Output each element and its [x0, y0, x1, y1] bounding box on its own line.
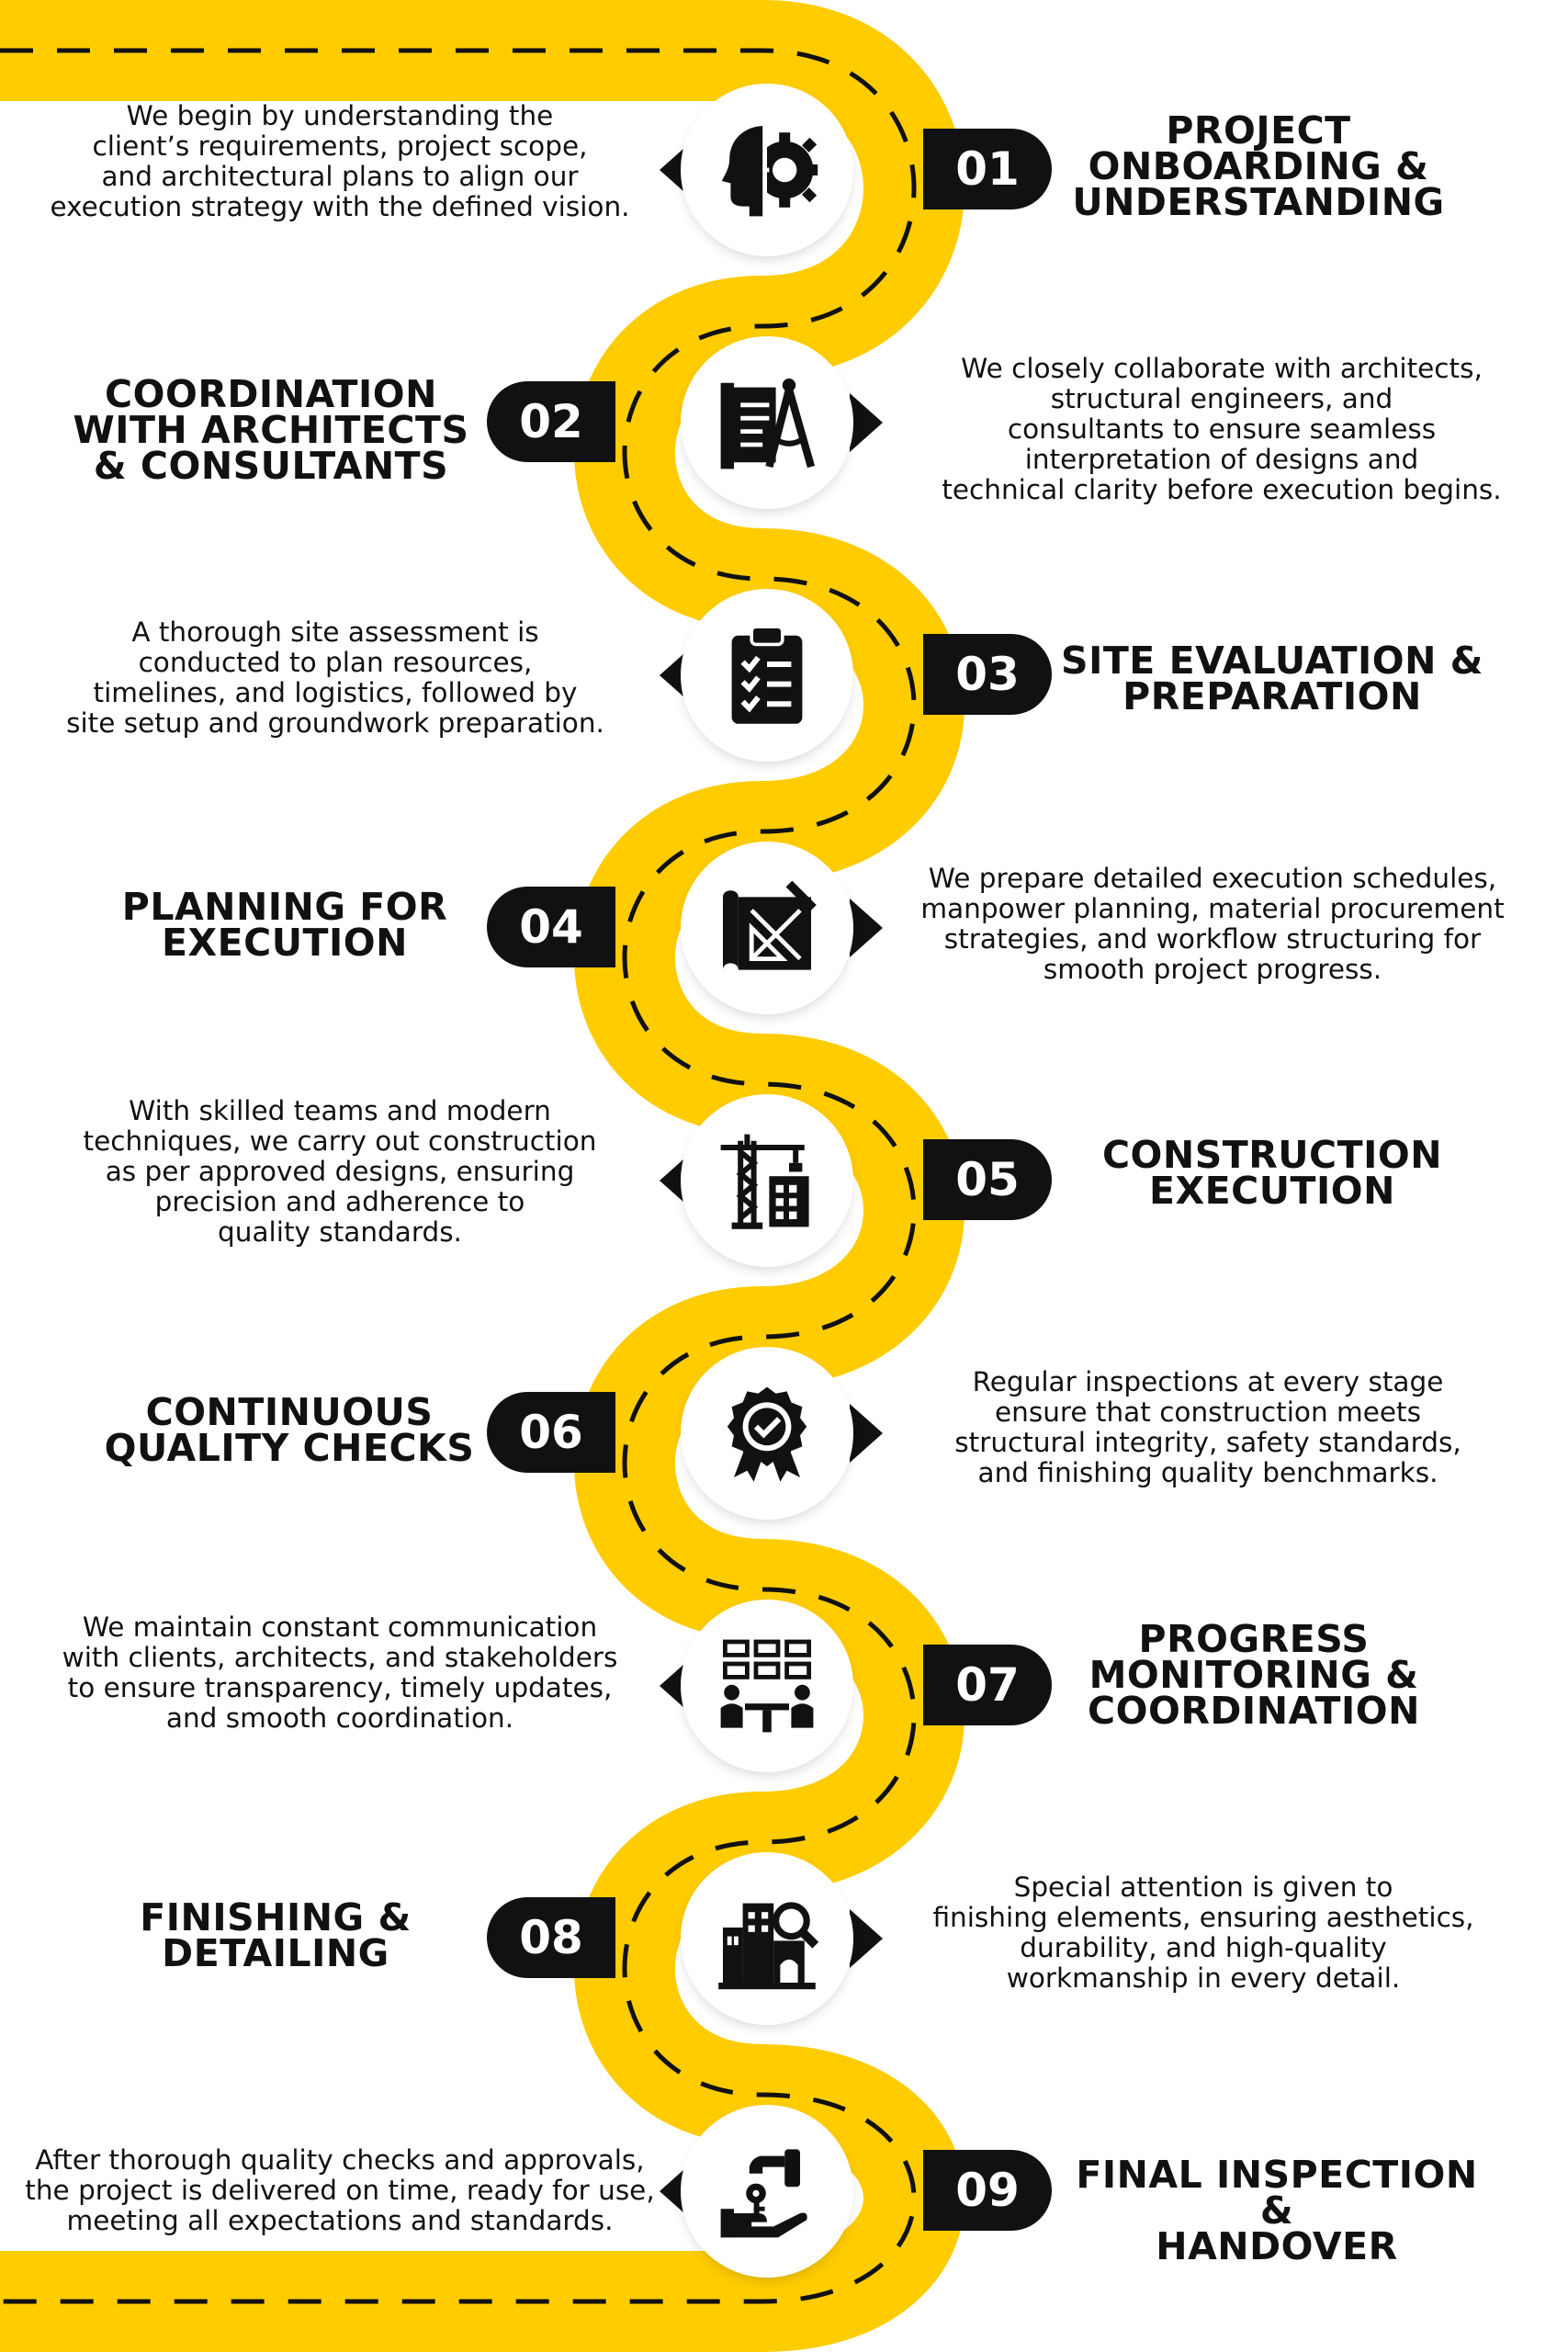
step-icon-circle [684, 845, 850, 1011]
step-title: FINISHING & DETAILING [140, 1895, 412, 1975]
step-title: COORDINATION WITH ARCHITECTS & CONSULTANTS [73, 372, 469, 488]
step-title: PROJECT ONBOARDING & UNDERSTANDING [1072, 108, 1445, 224]
step-description: With skilled teams and modern techniques, we carry out construction as per approved designs, ensuring precision and adherence to quality standards. [83, 1095, 597, 1248]
step-number: 03 [923, 634, 1052, 715]
step-icon-circle [684, 1856, 850, 2021]
pointer-right [850, 1909, 883, 1968]
crane-building-icon [712, 1125, 822, 1236]
step-description: We begin by understanding the client’s requirements, project scope, and architectural plans to align our execution strategy with the defined vision. [50, 100, 630, 222]
step-icon-circle [684, 1603, 850, 1769]
step-title: PLANNING FOR EXECUTION [121, 885, 448, 965]
step-title: CONTINUOUS QUALITY CHECKS [104, 1390, 475, 1470]
step-description: We prepare detailed execution schedules, manpower planning, material procurement strategies, and workflow structuring for smooth project progress. [920, 863, 1505, 985]
step-icon-circle [684, 2109, 850, 2274]
pointer-right [850, 1404, 883, 1463]
step-number: 06 [487, 1392, 615, 1473]
step-title: CONSTRUCTION EXECUTION [1101, 1133, 1443, 1213]
step-description: After thorough quality checks and approvals, the project is delivered on time, ready for use, meeting all expectations and standards. [25, 2144, 655, 2236]
step-title: PROGRESS MONITORING & COORDINATION [1088, 1617, 1420, 1733]
building-magnifier-icon [712, 1883, 822, 1994]
step-title: FINAL INSPECTION & HANDOVER [1076, 2153, 1478, 2268]
step-number: 02 [487, 381, 615, 462]
step-icon-circle [684, 1351, 850, 1516]
step-description: Regular inspections at every stage ensure that construction meets structural integrity, safety standards, and finishing quality benchmarks. [954, 1366, 1461, 1488]
step-number: 05 [923, 1139, 1052, 1220]
pointer-right [850, 393, 883, 452]
pointer-right [850, 899, 883, 957]
brain-gear-icon [712, 115, 822, 225]
step-number: 09 [923, 2150, 1052, 2231]
step-icon-circle [684, 1098, 850, 1263]
step-icon-circle [684, 340, 850, 505]
quality-badge-icon [712, 1378, 822, 1488]
step-title: SITE EVALUATION & PREPARATION [1061, 639, 1483, 718]
step-description: We closely collaborate with architects, structural engineers, and consultants to ensure seamless interpretation of designs and technical clarity before execution begins. [942, 353, 1502, 505]
step-number: 07 [923, 1645, 1052, 1725]
monitoring-room-icon [712, 1631, 822, 1741]
step-number: 04 [487, 887, 615, 967]
step-description: A thorough site assessment is conducted to plan resources, timelines, and logistics, followed by site setup and groundwork preparation. [66, 616, 604, 739]
blueprint-compass-icon [712, 368, 822, 478]
step-description: Special attention is given to finishing elements, ensuring aesthetics, durability, and high-quality workmanship in every detail. [932, 1871, 1474, 1994]
step-number: 01 [923, 129, 1052, 209]
step-icon-circle [684, 87, 850, 253]
blueprint-ruler-icon [712, 873, 822, 983]
step-icon-circle [684, 593, 850, 758]
step-number: 08 [487, 1897, 615, 1978]
step-description: We maintain constant communication with clients, architects, and stakeholders to ensure transparency, timely updates, and smooth coordination. [62, 1611, 618, 1734]
key-handover-icon [712, 2136, 822, 2246]
clipboard-checklist-icon [712, 620, 822, 730]
